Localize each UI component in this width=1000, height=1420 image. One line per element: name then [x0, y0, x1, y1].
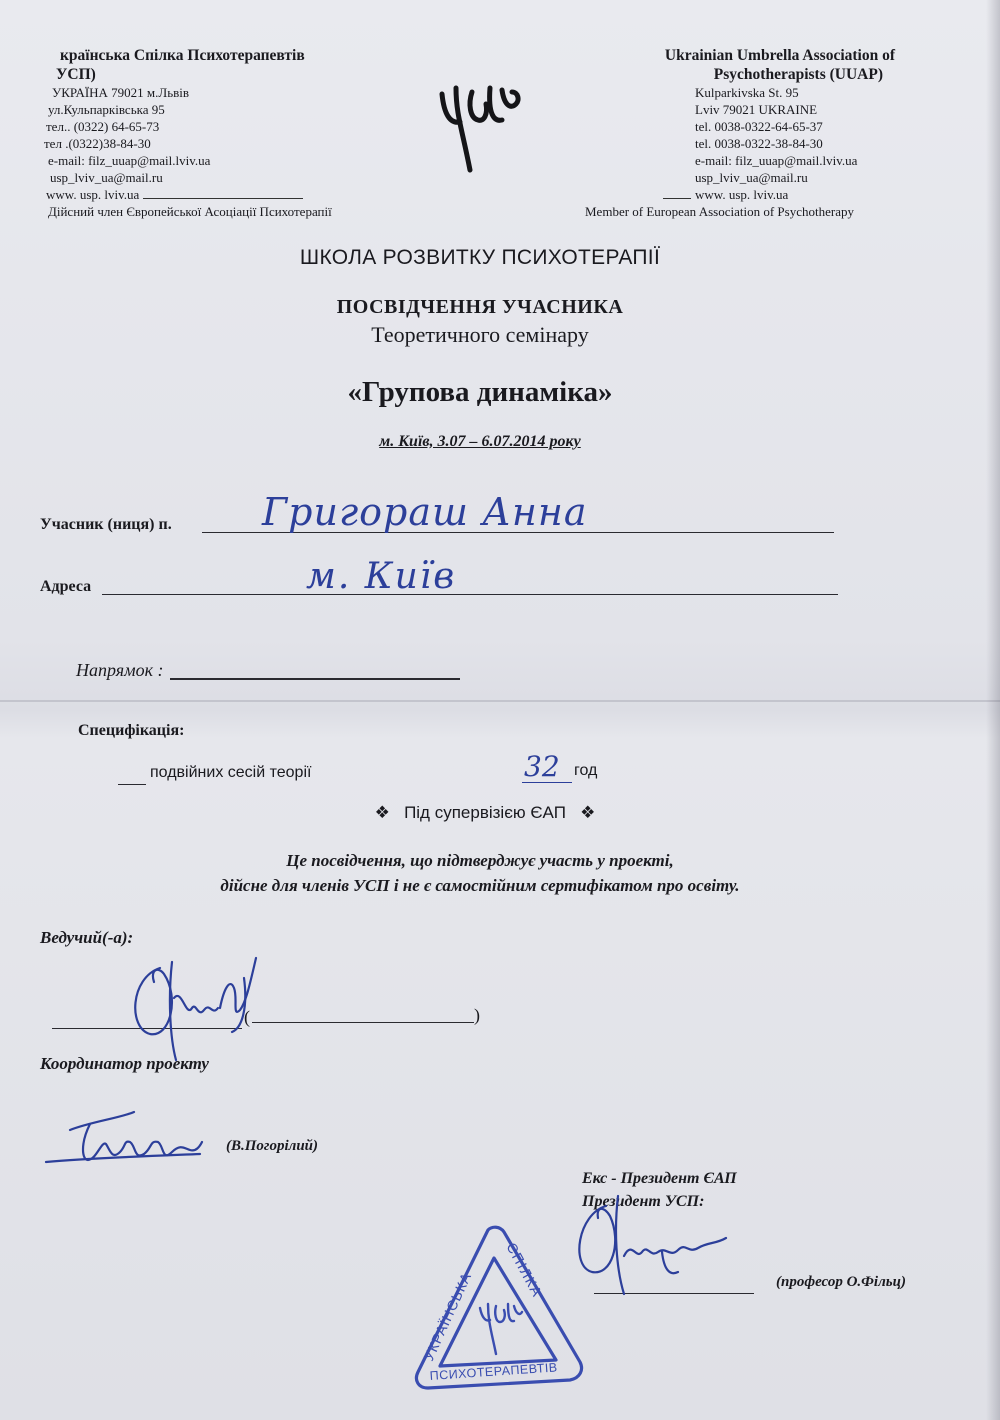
president-signature	[566, 1186, 736, 1300]
phone-1-en: tel. 0038-0322-64-65-37	[695, 119, 823, 134]
phone-1-ua: тел.. (0322) 64-65-73	[46, 119, 160, 134]
leader-name-close-paren: )	[474, 1005, 480, 1025]
org-abbr-ua: УСП)	[56, 66, 96, 83]
header-right	[585, 46, 915, 220]
phone-2-en: tel. 0038-0322-38-84-30	[695, 136, 823, 151]
sessions-text: подвійних сесій теорії	[150, 764, 312, 781]
place-and-date: м. Київ, 3.07 – 6.07.2014 року	[379, 433, 581, 450]
coordinator-signature	[40, 1104, 210, 1174]
participant-name-handwritten: Григораш Анна	[262, 490, 588, 534]
supervision-line	[0, 803, 970, 823]
phone-2-ua: тел .(0322)38-84-30	[44, 136, 151, 151]
address-street-ua: ул.Кульпарківська 95	[48, 102, 165, 117]
participant-label: Учасник (ниця) п.	[40, 516, 172, 533]
stamp-word-left: УКРАЇНСЬКА	[420, 1269, 475, 1364]
president-name: (професор О.Фільц)	[776, 1274, 906, 1290]
org-name-en-1: Ukrainian Umbrella Association of	[664, 47, 895, 64]
stamp-logo-icon	[480, 1304, 522, 1354]
header-left	[44, 46, 384, 220]
stamp-word-right: СПІЛКА	[503, 1239, 546, 1301]
paper-fold	[0, 700, 1000, 702]
usp-logo-icon	[432, 74, 522, 174]
hours-underline	[522, 782, 572, 783]
address-line	[102, 594, 838, 595]
leader-name-line	[252, 1022, 474, 1023]
direction-line	[170, 678, 460, 680]
address-street-en: Kulparkivska St. 95	[695, 85, 799, 100]
diamond-bullet-icon: ❖	[580, 803, 596, 822]
membership-en: Member of European Association of Psychotherapy	[585, 204, 854, 219]
hours-value-handwritten: 32	[524, 750, 560, 783]
school-title: ШКОЛА РОЗВИТКУ ПСИХОТЕРАПІЇ	[299, 246, 661, 269]
org-name-en-2: Psychotherapists (UUAP)	[713, 66, 883, 83]
supervision-text: Під супервізією ЄАП	[404, 803, 566, 822]
association-stamp	[410, 1222, 590, 1392]
certificate-title: ПОСВІДЧЕННЯ УЧАСНИКА	[336, 296, 624, 318]
coordinator-label: Координатор проекту	[40, 1054, 209, 1073]
address-city-en: Lviv 79021 UKRAINE	[695, 102, 818, 117]
email-2-ua: usp_lviv_ua@mail.ru	[50, 170, 163, 185]
address-label: Адреса	[40, 578, 92, 595]
hours-unit: год	[574, 762, 598, 779]
president-title-2: Президент УСП:	[582, 1193, 705, 1210]
specification-label: Специфікація:	[78, 722, 185, 739]
sessions-count-line	[118, 784, 146, 785]
email-1-ua: e-mail: filz_uuap@mail.lviv.ua	[48, 153, 211, 168]
leader-name-open-paren: (	[244, 1007, 250, 1027]
certificate-note	[0, 848, 960, 898]
president-title-1: Екс - Президент ЄАП	[582, 1170, 737, 1187]
address-city-ua: УКРАЇНА 79021 м.Львів	[52, 85, 190, 100]
email-1-en: e-mail: filz_uuap@mail.lviv.ua	[695, 153, 858, 168]
diamond-bullet-icon: ❖	[374, 803, 390, 822]
leader-signature	[120, 948, 270, 1066]
leader-label: Ведучий(-а):	[40, 928, 134, 947]
membership-ua: Дійсний член Європейської Асоціації Психотерапії	[48, 204, 332, 219]
org-name-ua: країнська Спілка Психотерапевтів	[60, 47, 305, 64]
website-en: www. usp. lviv.ua	[585, 186, 915, 203]
seminar-topic: «Групова динаміка»	[347, 376, 613, 408]
address-handwritten: м. Київ	[306, 556, 457, 597]
certificate-subtitle: Теоретичного семінару	[371, 322, 589, 347]
note-line-2: дійсне для членів УСП і не є самостійним сертифікатом про освіту.	[220, 876, 740, 895]
note-line-1: Це посвідчення, що підтверджує участь у проекті,	[286, 851, 674, 870]
paper-edge	[986, 0, 1000, 1420]
coordinator-name: (В.Погорілий)	[226, 1138, 318, 1154]
direction-label: Напрямок :	[76, 660, 164, 680]
email-2-en: usp_lviv_ua@mail.ru	[695, 170, 808, 185]
website-ua: www. usp. lviv.ua	[44, 186, 384, 203]
stamp-word-bottom: ПСИХОТЕРАПЕВТІВ	[429, 1360, 559, 1383]
